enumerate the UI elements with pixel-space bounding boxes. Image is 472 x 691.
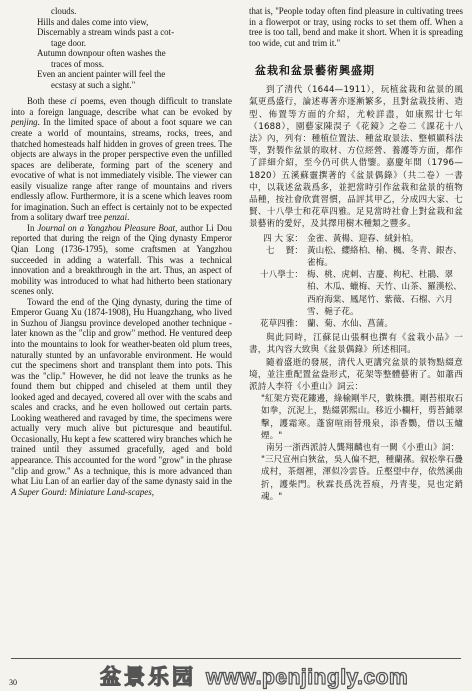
left-column: [11, 6, 232, 497]
zh-poem-gong-xianglin: "三尺宣州白狹盆，吳人偏不把，種蘭蓀。叙松拳石疊成村，茶烟裡，渾似冷雲昏。丘壑望中存，依然溪曲折，護柴門。秋霖長爲洗苔痕，丹青斐，見也定銷魂。": [261, 455, 463, 502]
quote-continuation: that is, "People today often find pleasure in cultivating trees in a flowerpot or tray, using rocks to set them off. When a tree is too tall, bend and make it short. When it is spreading too wide, cut and trim it.": [249, 6, 463, 48]
plant-category-name: 十八學士：: [260, 270, 303, 281]
poem-continued: [37, 6, 232, 90]
plant-category-row: [249, 245, 463, 269]
poem-line: traces of moss.: [51, 58, 104, 69]
plant-category-members: 金雀、黃楊、迎春、絨針柏。: [307, 233, 419, 244]
plant-category-members: 蘭、菊、水仙、菖蒲。: [307, 319, 393, 330]
poem-line: ecstasy at such a sight.": [51, 79, 136, 90]
right-column: [249, 6, 463, 503]
poem-line: clouds.: [51, 6, 77, 16]
paragraph-ci-poems: Both these ci poems, even though difficult to translate into a foreign language, describe what can be evoked by penjing. In the limited space of about a foot square we can create a world of mountains, streams, rocks, trees, and thatched homesteads half hidden in groves of green trees. The objects are always in the proper perspective even the unfilled spaces are deliberate, forming part of the scenery and evocative of what is not immediately visible. The viewer can easily visualize range after range of mountains and rivers endlessly aflow. Furthermore, it is a scene which leaves room for imagination. Such an effect is certainly not to be expected from a solitary dwarf tree penzai.: [11, 96, 232, 223]
plant-category-members: 梅、桃、虎刺、吉慶、枸杞、杜鵑、翠柏、木瓜、蠟梅、天竹、山茶、羅漢松、西府海棠、鳳尾竹、紫薇、石榴、六月雪、梔子花。: [307, 270, 462, 317]
zh-paragraph-zhang-tong: 與此同時，江蘇昆山張桐也撰有《盆栽小品》一書，其內容大致與《盆景偶錄》所述相同。: [249, 333, 463, 356]
plant-category-members: 黃山松、纓絡柏、榆、楓、冬青、銀杏、雀梅。: [307, 245, 462, 269]
poem-line: Even an ancient painter will feel the: [37, 69, 166, 80]
poem-line: Autumn downpour often washes the: [37, 48, 166, 59]
plant-category-list: [249, 233, 463, 331]
section-title: 盆栽和盆景藝術興盛期: [255, 64, 375, 78]
paragraph-waterfall: In Journal on a Yangzhou Pleasure Boat, author Li Dou reported that during the reign of the Qing dynasty Emperor Qian Long (1736-1795), some craftsmen at Yangzhou succeeded in adding a waterfall. This was a technical innovation and a breakthrough in the art. Thus, an aspect of mobility was introduced to what had hitherto been stationary scenes only.: [11, 222, 232, 297]
plant-category-row: [249, 318, 463, 330]
watermark-chinese: 盆景乐园: [100, 665, 196, 689]
plant-category-name: 四 大 家：: [263, 233, 303, 244]
page-number: 30: [9, 678, 17, 687]
footer-rule: [11, 658, 461, 659]
paragraph-clip-and-grow: Toward the end of the Qing dynasty, during the time of Emperor Guang Xu (1874-1908), Hu Huangzhang, who lived in Suzhou of Jiangsu province developed another technique - later known as the "clip and grow" method. He ventured deep into the mountains to look for weather-beaten old plum trees, naturally stunted by an unfavorable environment. He would cut the specimens short and transplant them into pots. This was the "clip." However, he did not leave the trunks as he found them but chipped and chiseled at them until they looked aged and decayed, covered all over with the scabs and scales and cracks, and he even hollowed out certain parts. Looking weathered and ravaged by time, the specimens were actually very much alive but picturesque and beautiful. Occasionally, Hu kept a few scattered wiry branches which he trained until they assumed gracefully, aged and bold appearance. This accounted for the word "grow" in the phrase "clip and grow." As a technique, this is more advanced than what Liu Lan of an earlier day of the same dynasty said in the A Super Gourd: Miniature Land-scapes,: [11, 296, 232, 497]
watermark: [100, 661, 408, 691]
zh-paragraph-gong-xianglin: 南另一浙西派詩人龔翔麟也有一闕《小重山》詞：: [266, 443, 460, 454]
plant-category-row: [249, 233, 463, 245]
zh-paragraph-li-fu: 隨着盛逝的發展，清代人更講究盆景的景物點綴意境，並注重配置盆盎形式，花架等整體藝術了。如蕭西派詩人李符《小重山》詞云：: [249, 357, 463, 393]
poem-line: Hills and dales come into view,: [37, 16, 149, 27]
zh-paragraph-qing: 到了清代（1644—1911），玩植盆栽和盆景的風氣更爲盛行，論述專著亦逐漸繁多，且對盆栽技術、造型、佈置等方面的介紹，尤較詳盡，如康熙廿七年（1688），園藝家陳淏子《花鏡》之卷二《課花十八法》內，列有：種植位置法、種盆取景法、整頓顯科法等，對製作盆景的取材、方位經營、養護等方面，都作了詳細介紹，至今仍可供人借鑒。嘉慶年間（1796—1820）五溪蘇靈撰著的《盆景偶錄》（共二卷）一書中，以栽述盆栽爲多，並把當時引作盆栽和盆景的植物品種，按社會欣賞習慣，品評其甲乙，分成四大家、七賢、十八學士和花草四雅。足見當時社會上對盆栽和盆景藝術的愛好，及其擇用樹木種類之豐多。: [249, 85, 463, 230]
zh-poem-li-fu: "紅架方瓷花鏤邊，綠榆剛半尺，數株攢。剛苔根取石如拳，沉泥上，點綴郭熙山。移近小欄杆，剪苔鋪翠擊，護霜寒。蓬窗喧雨替飛泉，添香鸚，借以玉爐煙。": [261, 394, 463, 441]
plant-category-name: 七 賢：: [265, 245, 303, 256]
poem-line: tage door.: [51, 37, 86, 48]
watermark-url: www.penjingly.com: [206, 666, 409, 689]
plant-category-row: [249, 269, 463, 318]
plant-category-name: 花草四雅：: [260, 319, 303, 330]
poem-line: Discernably a stream winds past a cot-: [37, 27, 175, 38]
